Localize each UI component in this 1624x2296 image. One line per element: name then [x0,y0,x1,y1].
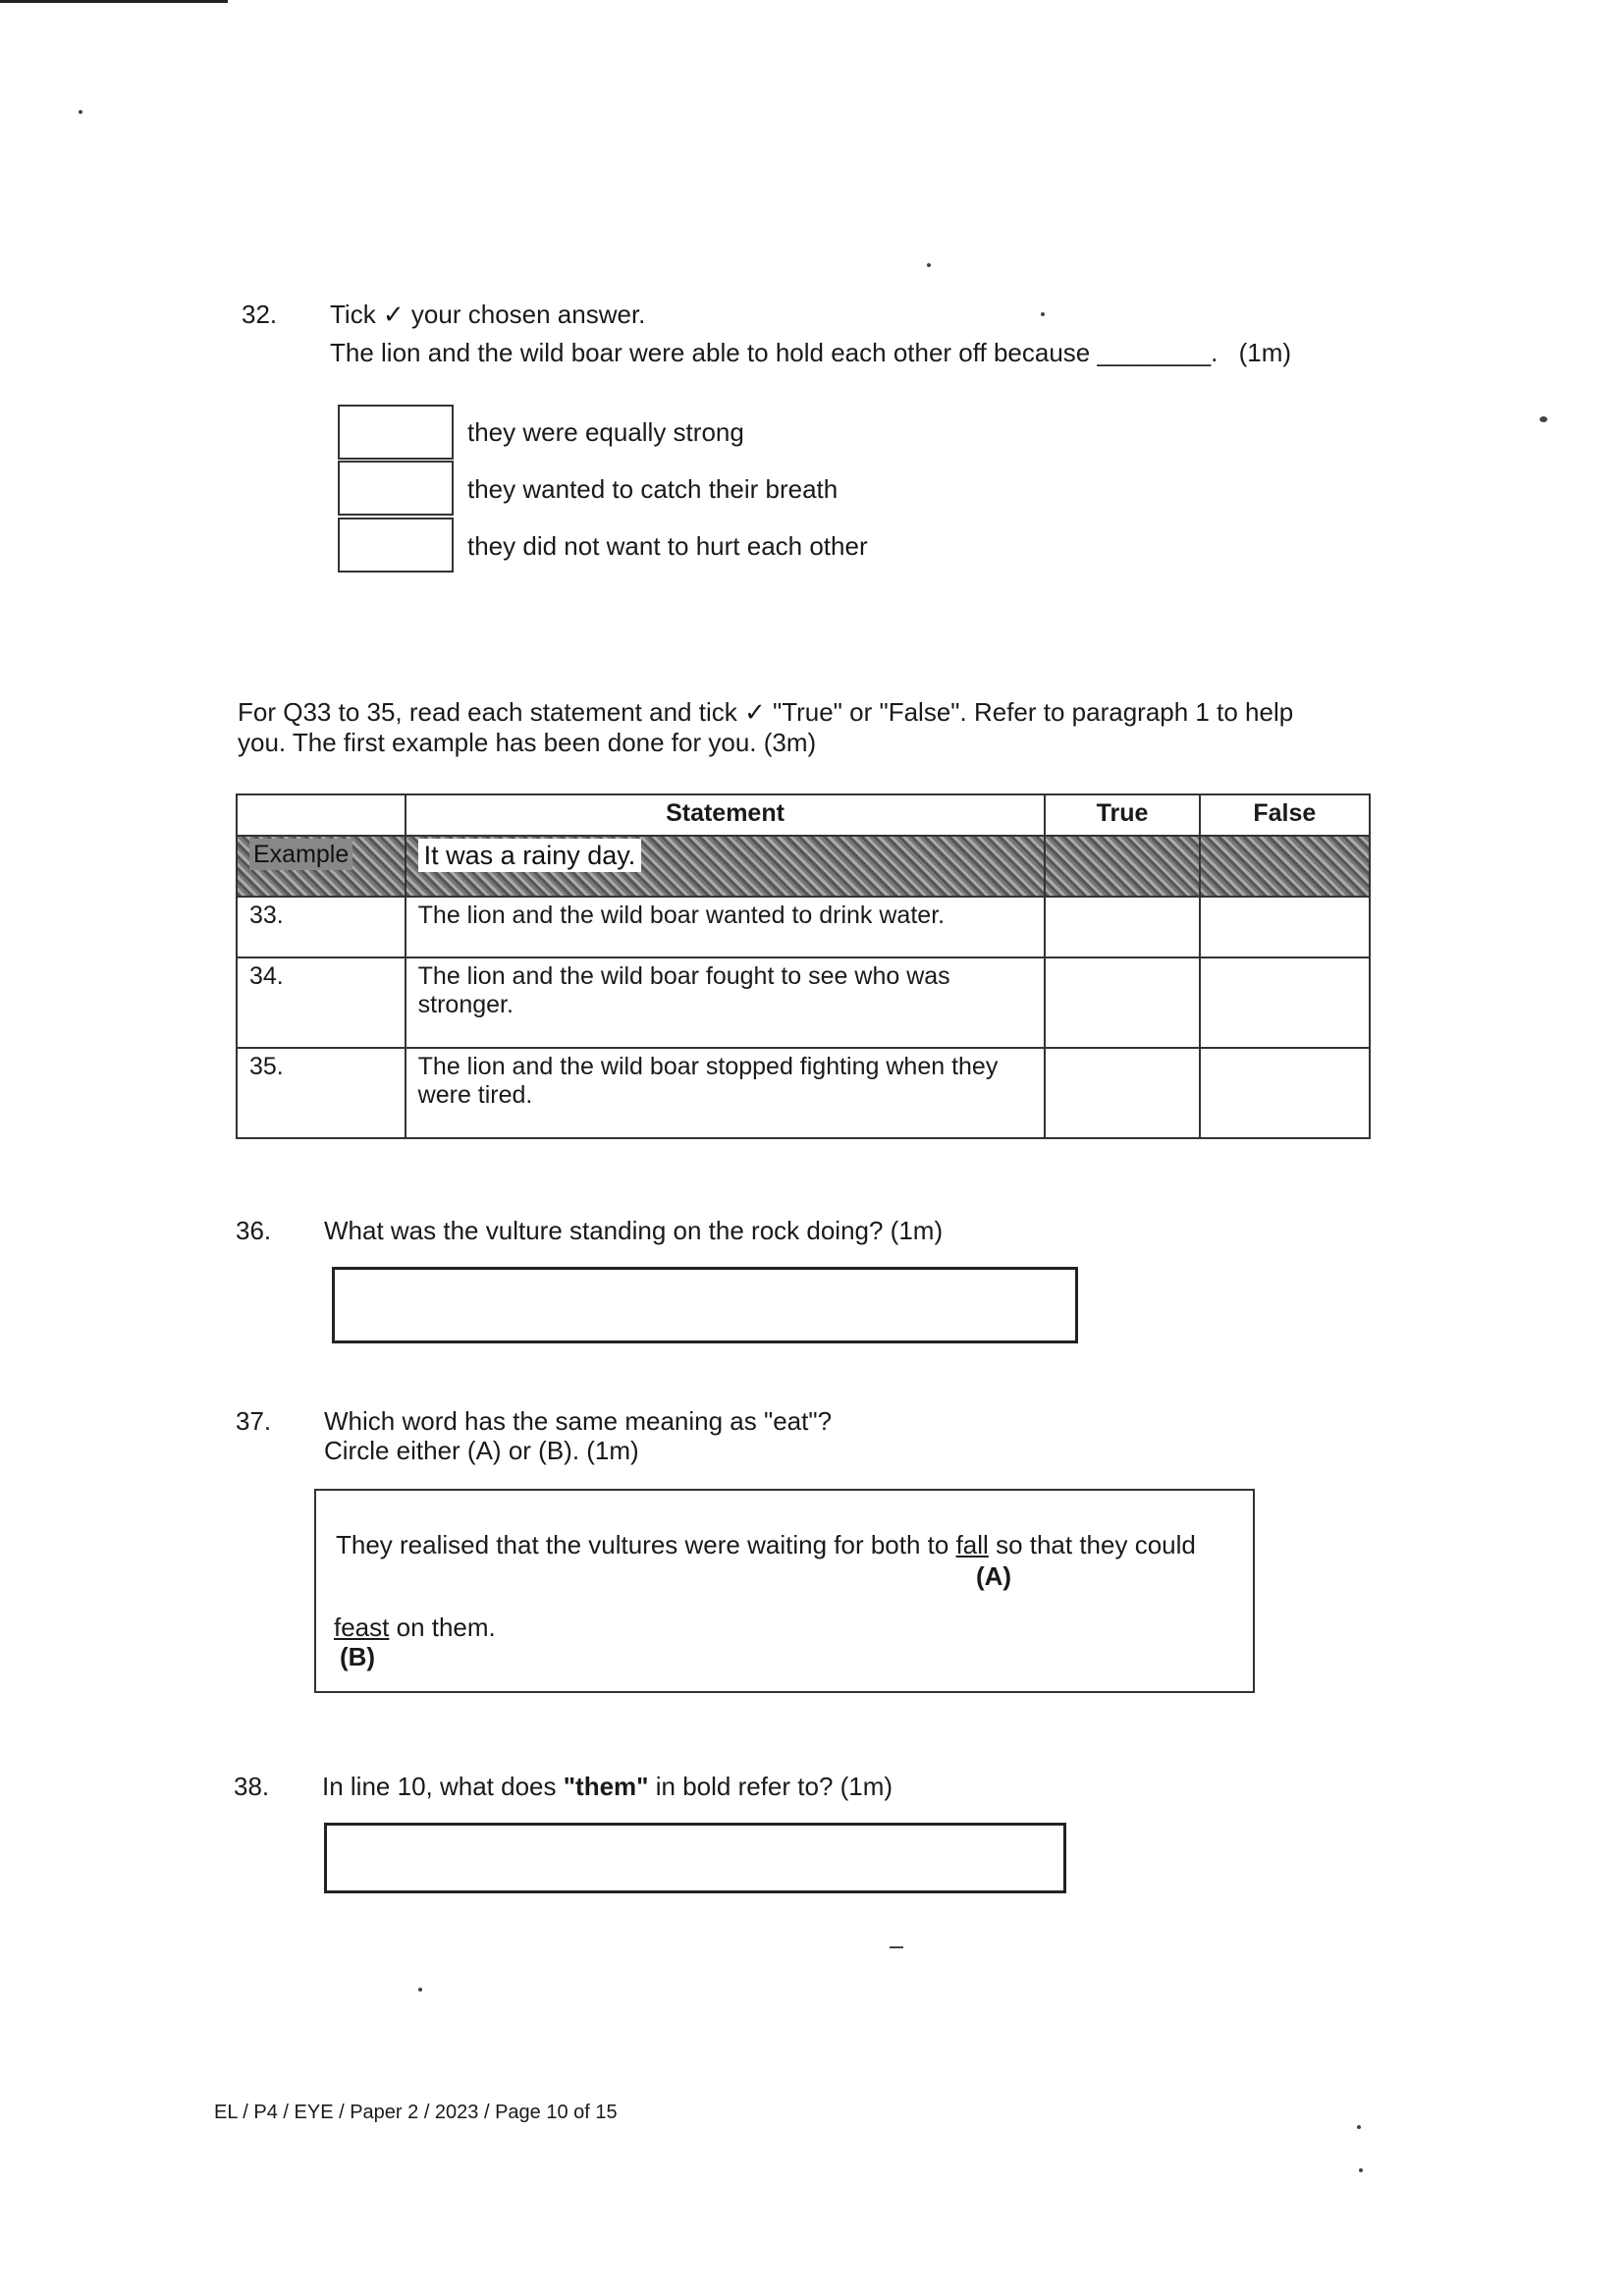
scan-speck [418,1988,422,1992]
q38-text [322,1772,893,1802]
example-false-cell [1200,836,1370,897]
header-blank [237,794,406,836]
q37-word-a[interactable]: fall [955,1530,989,1559]
q36-text: What was the vulture standing on the rock doing? (1m) [324,1216,944,1245]
q38-after: in bold refer to? (1m) [655,1772,893,1801]
q32-tickbox-2[interactable] [338,461,454,516]
q32-option-label: they did not want to hurt each other [467,530,868,561]
q36-answer-box[interactable] [332,1267,1078,1343]
row-false-cell[interactable] [1200,1048,1370,1138]
scan-speck [927,263,931,267]
q36-number: 36. [236,1216,272,1245]
row-statement: The lion and the wild boar stopped fighting when they were tired. [406,1048,1046,1138]
table-row [237,897,1370,957]
q37-passage-line2 [334,1613,496,1643]
header-statement: Statement [406,794,1046,836]
q32-option [338,518,868,574]
header-true: True [1045,794,1199,836]
q32-stem-text: The lion and the wild boar were able to hold each other off because [330,338,1091,367]
q32-stem [330,338,1291,368]
top-edge-line [0,0,228,3]
example-true-cell [1045,836,1199,897]
q37-passage-mid: so that they could [996,1530,1196,1559]
q38-before: In line 10, what does [322,1772,557,1801]
row-statement: The lion and the wild boar wanted to drink water. [406,897,1046,957]
scan-speck [1357,2125,1361,2129]
row-statement: The lion and the wild boar fought to see who was stronger. [406,957,1046,1048]
q37-line1: Which word has the same meaning as "eat"? [324,1406,833,1436]
scan-speck [79,110,82,114]
q32-tickbox-3[interactable] [338,518,454,573]
header-false: False [1200,794,1370,836]
q32-marks: (1m) [1238,338,1292,367]
example-label: Example [249,839,352,870]
q38-number: 38. [234,1772,270,1801]
q37-passage-box [314,1489,1255,1693]
table-row [237,1048,1370,1138]
q32-option [338,404,868,461]
row-number: 34. [237,957,406,1048]
q32-option-label: they were equally strong [467,416,744,447]
example-label-cell [237,836,406,897]
q37-label-a[interactable]: (A) [976,1561,1012,1591]
q37-passage-before: They realised that the vultures were waiting for both to [336,1530,949,1559]
q32-number: 32. [242,300,278,329]
row-false-cell[interactable] [1200,897,1370,957]
q32-tickbox-1[interactable] [338,405,454,460]
row-true-cell[interactable] [1045,1048,1199,1138]
q37-line2: Circle either (A) or (B). (1m) [324,1436,639,1465]
page-footer: EL / P4 / EYE / Paper 2 / 2023 / Page 10 of 15 [214,2102,618,2123]
example-row [237,836,1370,897]
q32-options [338,404,868,574]
q32-option-label: they wanted to catch their breath [467,473,839,504]
scan-speck [1540,416,1547,422]
table-row [237,957,1370,1048]
q32-option [338,461,868,518]
q37-label-b[interactable]: (B) [340,1642,376,1671]
example-text-cell [406,836,1046,897]
row-number: 33. [237,897,406,957]
q32-blank: ________. [1097,338,1218,367]
q37-word-b[interactable]: feast [334,1613,390,1642]
row-true-cell[interactable] [1045,957,1199,1048]
scan-speck [1359,2168,1363,2172]
true-false-table [236,793,1371,1139]
q33-35-instruction-line2: you. The first example has been done for you. (3m) [238,728,817,757]
table-header-row [237,794,1370,836]
q37-passage-line1 [336,1530,1196,1560]
q32-instruction: Tick ✓ your chosen answer. [330,300,646,329]
q38-bold-word: "them" [563,1772,649,1801]
q37-passage-end: on them. [396,1613,496,1642]
q38-answer-box[interactable] [324,1823,1066,1893]
q37-number: 37. [236,1406,272,1436]
example-text: It was a rainy day. [418,839,642,872]
scan-speck [1041,312,1045,316]
row-false-cell[interactable] [1200,957,1370,1048]
row-true-cell[interactable] [1045,897,1199,957]
scan-speck [890,1946,903,1948]
q33-35-instruction-line1: For Q33 to 35, read each statement and tick ✓ "True" or "False". Refer to paragraph 1 to help [238,697,1294,727]
row-number: 35. [237,1048,406,1138]
